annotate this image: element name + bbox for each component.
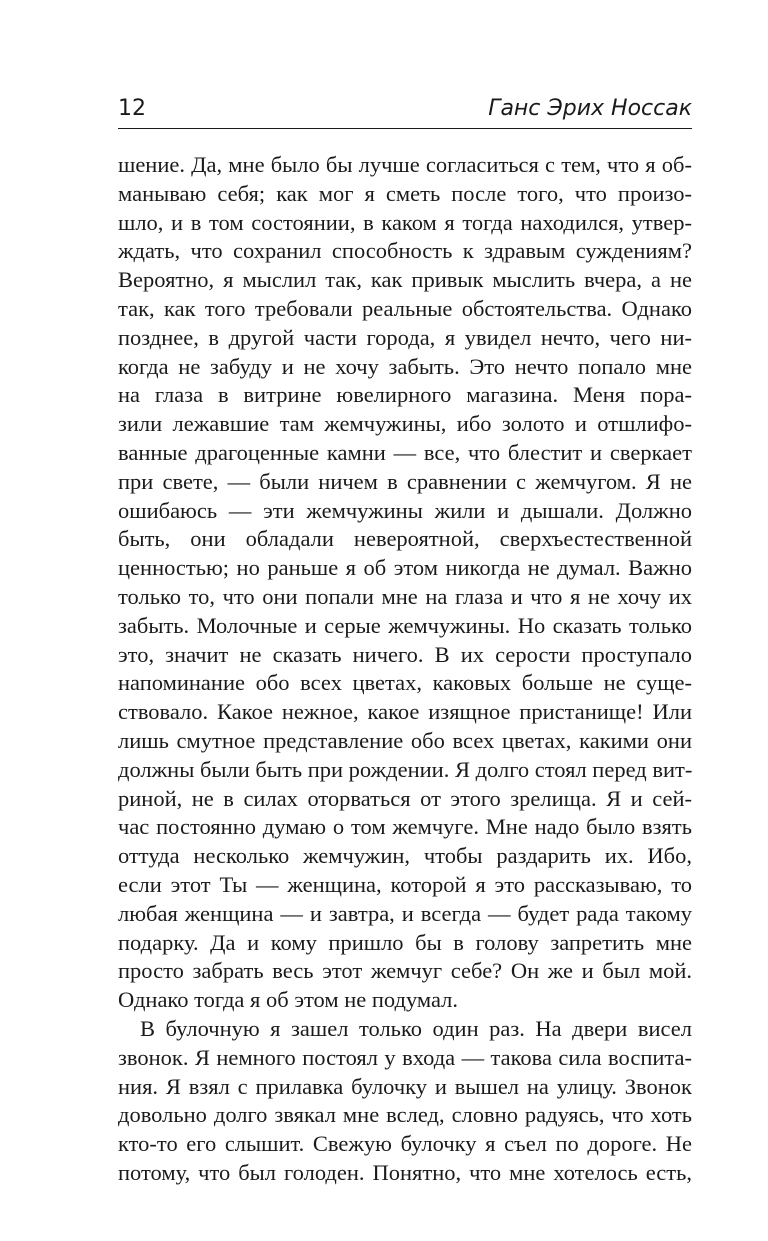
text-line: ния. Я взял с прилавка булочку и вышел на улицу. Звонок: [118, 1073, 692, 1099]
page-number: 12: [118, 96, 146, 121]
text-line: когда не забуду и не хочу забыть. Это нечто попало мне: [118, 353, 692, 379]
text-line: довольно долго звякал мне вслед, словно радуясь, что хоть: [118, 1102, 692, 1128]
header-rule: [118, 128, 692, 129]
text-line: ствовало. Какое нежное, какое изящное пристанище! Или: [118, 699, 692, 725]
text-line: кто-то его слышит. Свежую булочку я съел по дороге. Не: [118, 1131, 692, 1157]
text-line: это, значит не сказать ничего. В их серости проступало: [118, 641, 692, 667]
text-line: оттуда несколько жемчужин, чтобы раздарить их. Ибо,: [118, 843, 692, 869]
text-line: должны были быть при рождении. Я долго стоял перед вит-: [118, 756, 693, 782]
text-line: забыть. Молочные и серые жемчужины. Но сказать только: [118, 612, 692, 638]
text-line: ждать, что сохранил способность к здравым суждениям?: [118, 238, 692, 264]
text-line: час постоянно думаю о том жемчуге. Мне надо было взять: [118, 814, 692, 840]
text-line: так, как того требовали реальные обстоятельства. Однако: [118, 295, 692, 321]
page-header: [118, 94, 692, 130]
text-line: быть, они обладали невероятной, сверхъестественной: [118, 526, 692, 552]
text-line: ценностью; но раньше я об этом никогда не думал. Важно: [118, 555, 692, 581]
text-line: звонок. Я немного постоял у входа — такова сила воспита-: [118, 1044, 692, 1070]
text-line: шение. Да, мне было бы лучше согласиться с тем, что я об-: [118, 152, 692, 177]
text-line: лишь смутное представление обо всех цветах, какими они: [118, 727, 692, 753]
paragraph-1: [118, 151, 692, 1015]
text-line: потому, что был голоден. Понятно, что мне хотелось есть,: [118, 1159, 692, 1185]
text-line: шло, и в том состоянии, в каком я тогда находился, утвер-: [118, 209, 692, 235]
text-line: В булочную я зашел только один раз. На двери висел: [140, 1015, 692, 1041]
text-line: на глаза в витрине ювелирного магазина. Меня пора-: [118, 382, 692, 408]
text-line: подарку. Да и кому пришло бы в голову запретить мне: [118, 929, 692, 955]
body-text: [118, 151, 692, 1188]
text-line: любая женщина — и завтра, и всегда — будет рада такому: [118, 900, 692, 926]
text-line: зили лежавшие там жемчужины, ибо золото и отшлифо-: [118, 411, 692, 437]
text-line: ошибаюсь — эти жемчужины жили и дышали. Должно: [118, 497, 692, 523]
text-line: если этот Ты — женщина, которой я это рассказываю, то: [118, 871, 692, 897]
text-line: только то, что они попали мне на глаза и что я не хочу их: [118, 583, 692, 609]
text-line: при свете, — были ничем в сравнении с жемчугом. Я не: [118, 468, 692, 494]
text-line: Однако тогда я об этом не подумал.: [118, 987, 459, 1013]
running-head-author: Ганс Эрих Носсак: [488, 96, 692, 121]
text-line: манываю себя; как мог я сметь после того, что произо-: [118, 180, 692, 206]
text-line: риной, не в силах оторваться от этого зрелища. Я и сей-: [118, 785, 692, 811]
paragraph-2: [118, 1015, 692, 1188]
text-line: позднее, в другой части города, я увидел нечто, чего ни-: [118, 324, 692, 350]
text-line: напоминание обо всех цветах, каковых больше не суще-: [118, 670, 692, 696]
text-line: Вероятно, я мыслил так, как привык мыслить вчера, а не: [118, 267, 692, 293]
text-line: ванные драгоценные камни — все, что блестит и сверкает: [118, 439, 692, 465]
text-line: просто забрать весь этот жемчуг себе? Он же и был мой.: [118, 958, 692, 984]
